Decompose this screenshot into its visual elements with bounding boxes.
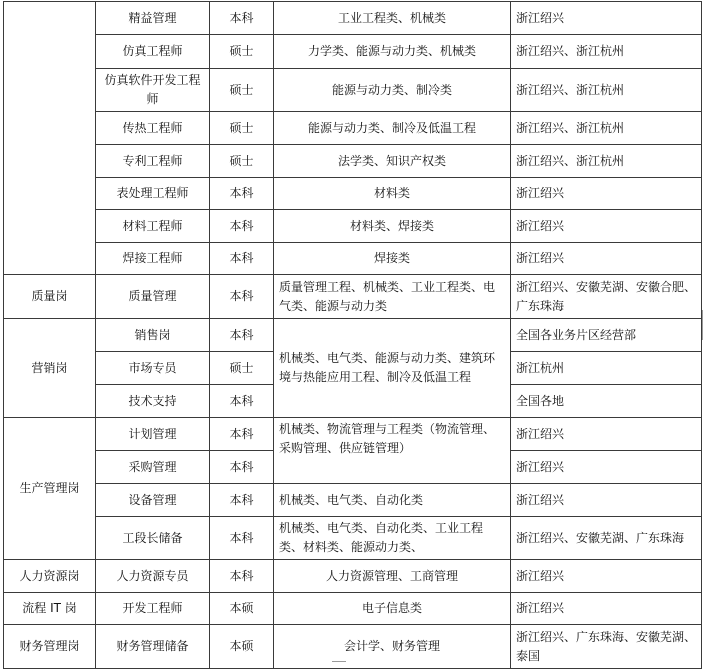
table-row (4, 418, 702, 451)
table-row (4, 69, 702, 112)
location-cell: 全国各地 (511, 385, 702, 418)
location-cell: 浙江绍兴 (511, 243, 702, 275)
position-cell: 计划管理 (96, 418, 210, 451)
position-cell: 采购管理 (96, 451, 210, 484)
position-cell: 材料工程师 (96, 210, 210, 243)
degree-cell: 硕士 (210, 352, 274, 385)
degree-cell: 本硕 (210, 625, 274, 669)
group-cell: 人力资源岗 (4, 560, 96, 593)
table-row (4, 275, 702, 319)
page-edge-mark (702, 310, 703, 340)
position-cell: 人力资源专员 (96, 560, 210, 593)
major-cell: 材料类 (274, 178, 511, 210)
location-cell: 浙江绍兴、浙江杭州 (511, 69, 702, 112)
degree-cell: 硕士 (210, 145, 274, 178)
table-row (4, 2, 702, 35)
group-cell: 生产管理岗 (4, 418, 96, 560)
table-row (4, 243, 702, 275)
location-cell: 浙江绍兴、浙江杭州 (511, 112, 702, 145)
position-cell: 销售岗 (96, 319, 210, 352)
major-cell: 机械类、电气类、自动化类 (274, 484, 511, 517)
location-cell: 浙江绍兴 (511, 593, 702, 625)
major-cell: 机械类、电气类、能源与动力类、建筑环境与热能应用工程、制冷及低温工程 (274, 319, 511, 418)
location-cell: 浙江绍兴 (511, 560, 702, 593)
table-row (4, 593, 702, 625)
table-row (4, 112, 702, 145)
major-cell: 能源与动力类、制冷类 (274, 69, 511, 112)
group-cell: 营销岗 (4, 319, 96, 418)
degree-cell: 本科 (210, 243, 274, 275)
degree-cell: 本科 (210, 2, 274, 35)
location-cell: 浙江绍兴 (511, 418, 702, 451)
location-cell: 浙江绍兴 (511, 210, 702, 243)
major-cell: 会计学、财务管理 (274, 625, 511, 669)
major-cell: 机械类、物流管理与工程类（物流管理、采购管理、供应链管理） (274, 418, 511, 484)
position-cell: 开发工程师 (96, 593, 210, 625)
table-row (4, 625, 702, 669)
position-cell: 设备管理 (96, 484, 210, 517)
degree-cell: 硕士 (210, 35, 274, 69)
location-cell: 全国各业务片区经营部 (511, 319, 702, 352)
degree-cell: 本科 (210, 275, 274, 319)
degree-cell: 硕士 (210, 69, 274, 112)
position-cell: 技术支持 (96, 385, 210, 418)
degree-cell: 本科 (210, 484, 274, 517)
position-cell: 焊接工程师 (96, 243, 210, 275)
table-row (4, 517, 702, 560)
table-row (4, 35, 702, 69)
major-cell: 电子信息类 (274, 593, 511, 625)
position-cell: 质量管理 (96, 275, 210, 319)
table-row (4, 319, 702, 352)
location-cell: 浙江绍兴、广东珠海、安徽芜湖、泰国 (511, 625, 702, 669)
location-cell: 浙江绍兴 (511, 178, 702, 210)
location-cell: 浙江绍兴、浙江杭州 (511, 35, 702, 69)
degree-cell: 本科 (210, 319, 274, 352)
location-cell: 浙江绍兴、安徽芜湖、安徽合肥、广东珠海 (511, 275, 702, 319)
degree-cell: 本科 (210, 560, 274, 593)
major-cell: 能源与动力类、制冷及低温工程 (274, 112, 511, 145)
degree-cell: 本硕 (210, 593, 274, 625)
group-cell: 质量岗 (4, 275, 96, 319)
location-cell: 浙江杭州 (511, 352, 702, 385)
location-cell: 浙江绍兴 (511, 451, 702, 484)
table-row (4, 145, 702, 178)
position-cell: 仿真软件开发工程师 (96, 69, 210, 112)
table-row (4, 484, 702, 517)
major-cell: 质量管理工程、机械类、工业工程类、电气类、能源与动力类 (274, 275, 511, 319)
position-cell: 市场专员 (96, 352, 210, 385)
page-edge-mark (332, 661, 346, 662)
table-row (4, 178, 702, 210)
position-cell: 财务管理储备 (96, 625, 210, 669)
location-cell: 浙江绍兴、安徽芜湖、广东珠海 (511, 517, 702, 560)
location-cell: 浙江绍兴 (511, 484, 702, 517)
position-cell: 表处理工程师 (96, 178, 210, 210)
major-cell: 力学类、能源与动力类、机械类 (274, 35, 511, 69)
major-cell: 材料类、焊接类 (274, 210, 511, 243)
position-cell: 工段长储备 (96, 517, 210, 560)
position-cell: 精益管理 (96, 2, 210, 35)
degree-cell: 硕士 (210, 112, 274, 145)
location-cell: 浙江绍兴、浙江杭州 (511, 145, 702, 178)
major-cell: 机械类、电气类、自动化类、工业工程类、材料类、能源动力类、 (274, 517, 511, 560)
degree-cell: 本科 (210, 385, 274, 418)
position-cell: 传热工程师 (96, 112, 210, 145)
group-cell (4, 2, 96, 275)
degree-cell: 本科 (210, 210, 274, 243)
major-cell: 法学类、知识产权类 (274, 145, 511, 178)
location-cell: 浙江绍兴 (511, 2, 702, 35)
degree-cell: 本科 (210, 178, 274, 210)
degree-cell: 本科 (210, 451, 274, 484)
table-row (4, 560, 702, 593)
position-cell: 专利工程师 (96, 145, 210, 178)
degree-cell: 本科 (210, 517, 274, 560)
major-cell: 人力资源管理、工商管理 (274, 560, 511, 593)
position-cell: 仿真工程师 (96, 35, 210, 69)
group-cell: 财务管理岗 (4, 625, 96, 669)
degree-cell: 本科 (210, 418, 274, 451)
recruitment-table (3, 1, 702, 669)
major-cell: 工业工程类、机械类 (274, 2, 511, 35)
major-cell: 焊接类 (274, 243, 511, 275)
table-row (4, 210, 702, 243)
group-cell: 流程 IT 岗 (4, 593, 96, 625)
